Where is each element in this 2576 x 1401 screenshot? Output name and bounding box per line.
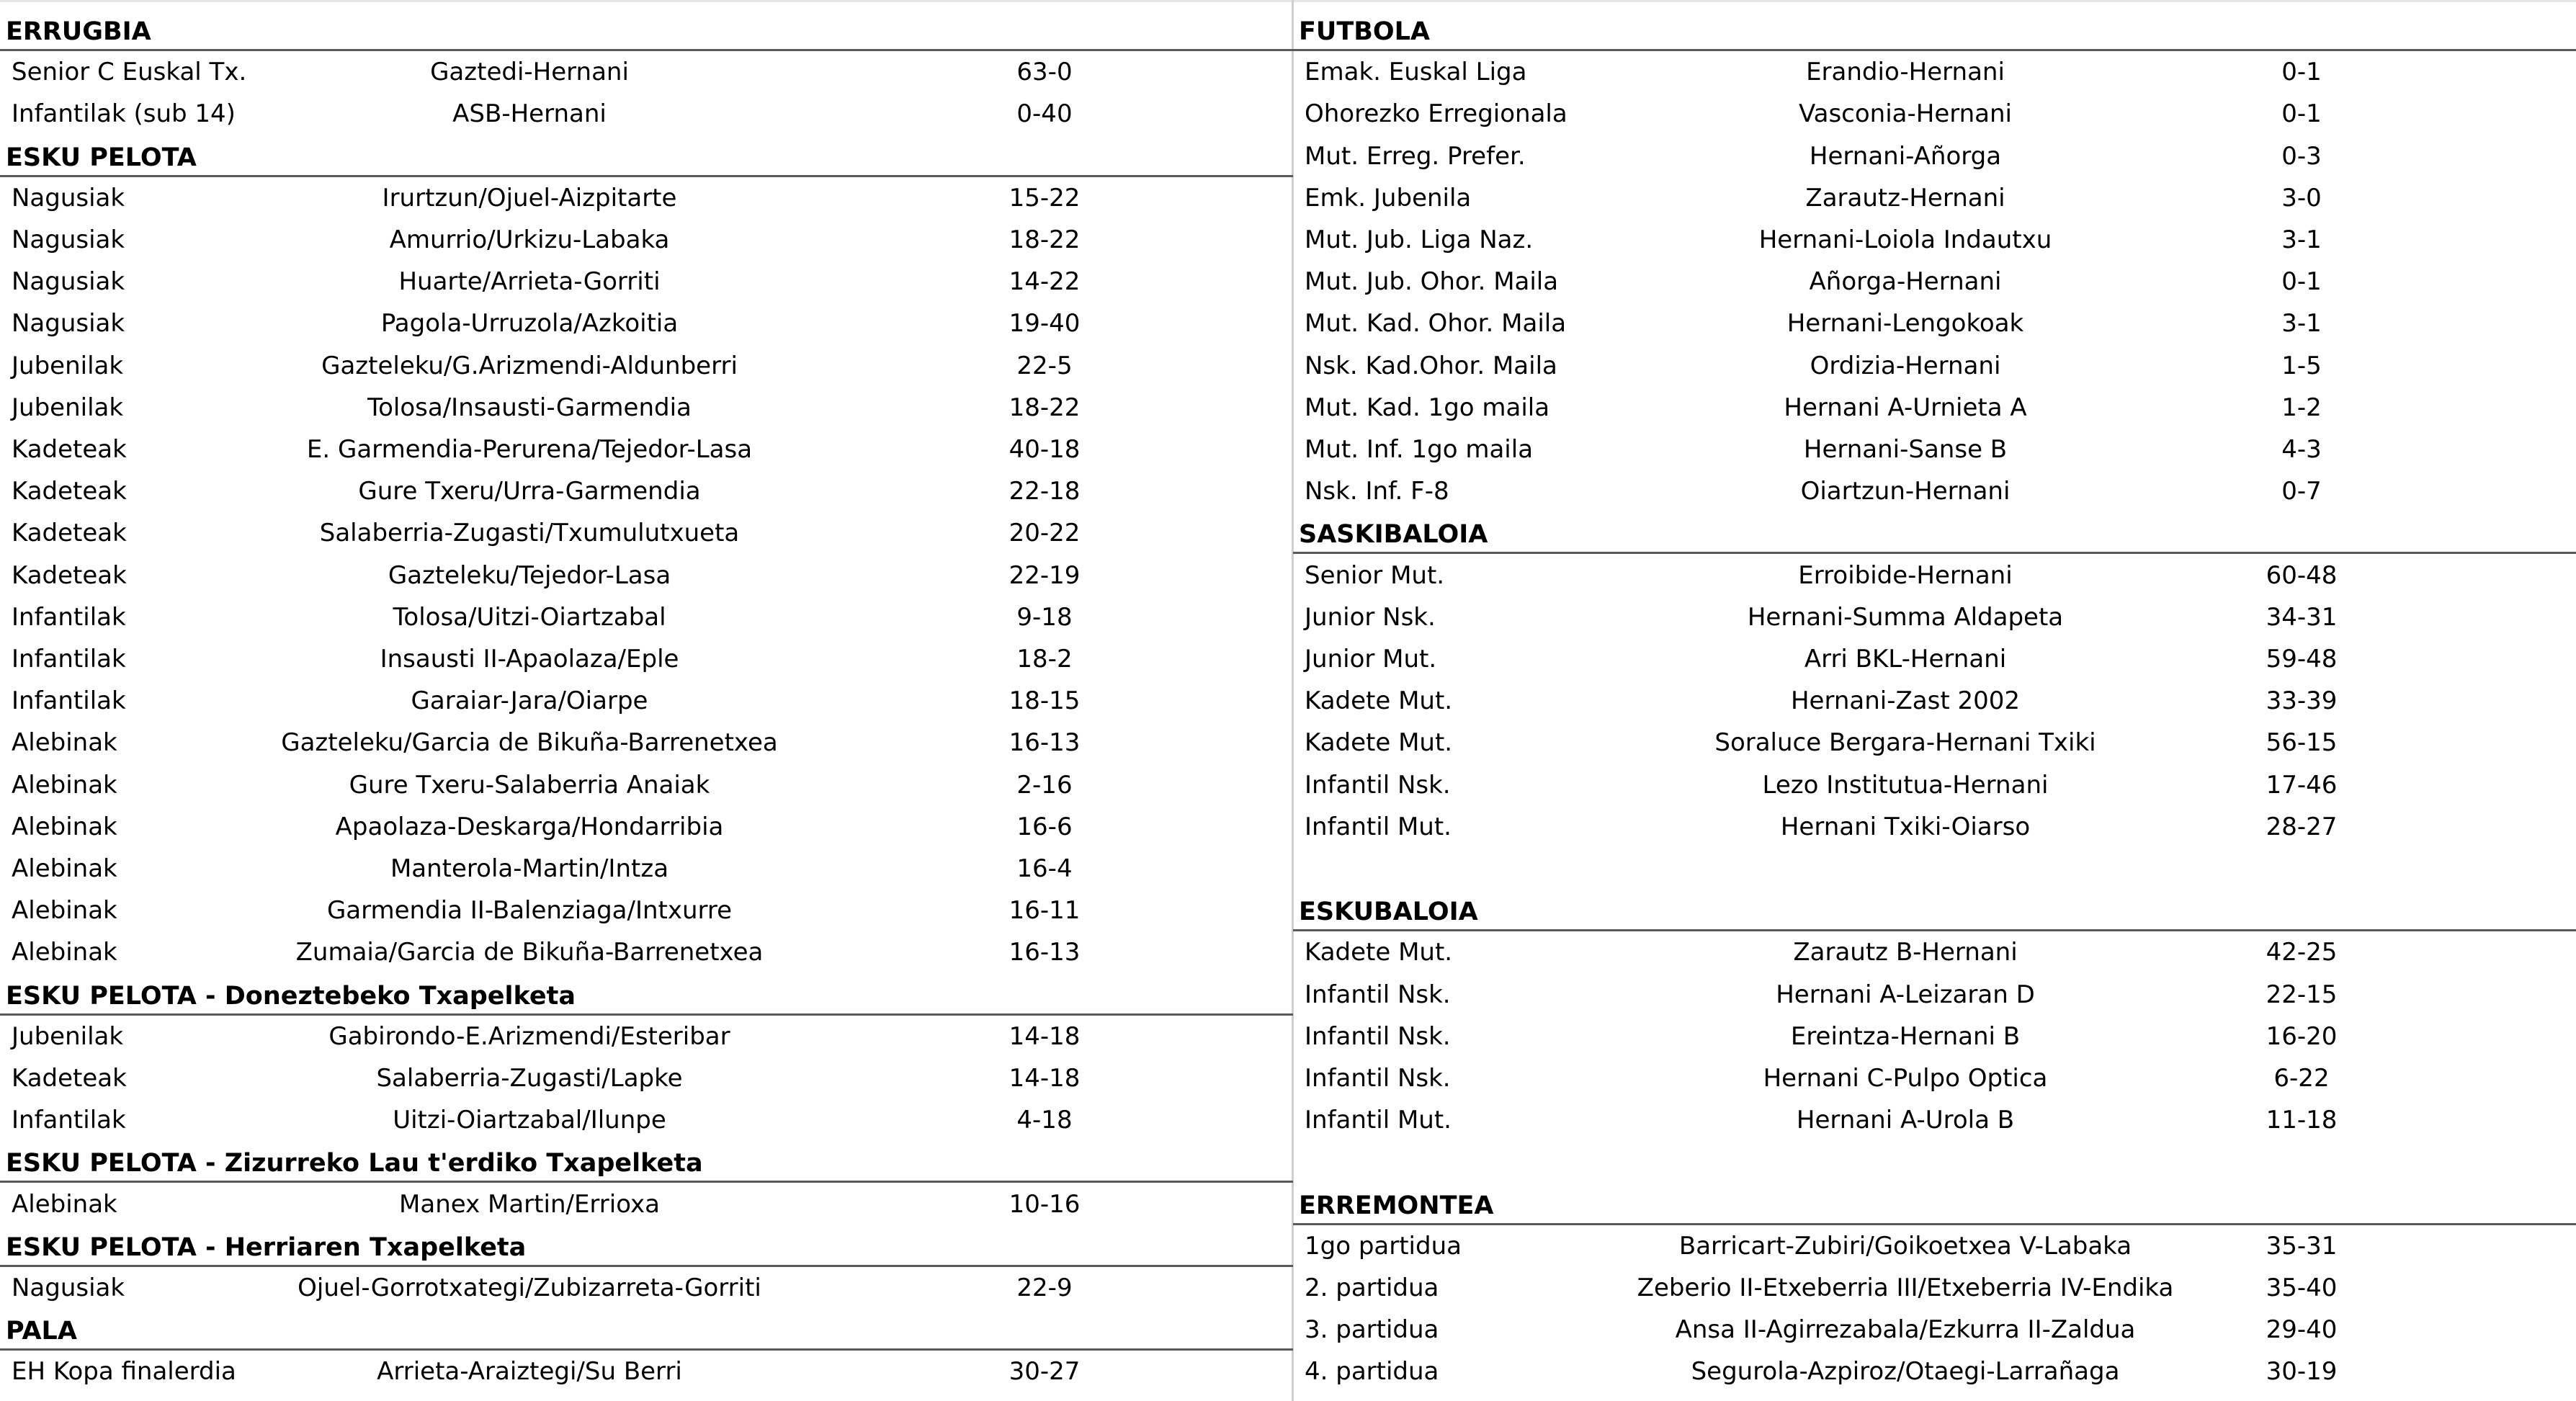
row-category: Jubenilak bbox=[12, 1021, 124, 1051]
row-match: Ordizia-Hernani bbox=[1810, 351, 2001, 380]
row-match: Gaztedi-Hernani bbox=[430, 58, 629, 87]
row-score: 22-19 bbox=[1009, 560, 1081, 590]
row-score: 22-15 bbox=[2266, 980, 2338, 1009]
row-category: Infantilak (sub 14) bbox=[12, 99, 236, 129]
section-title: ESKU PELOTA - Herriaren Txapelketa bbox=[6, 1232, 527, 1262]
row-score: 40-18 bbox=[1009, 435, 1081, 464]
section-header bbox=[0, 135, 1293, 177]
row-match: Ojuel-Gorrotxategi/Zubizarreta-Gorriti bbox=[298, 1274, 761, 1302]
row-category: Infantil Nsk. bbox=[1305, 1064, 1451, 1093]
row-score: 4-3 bbox=[2281, 435, 2322, 464]
row-score: 16-11 bbox=[1009, 896, 1081, 926]
result-row bbox=[1293, 219, 2576, 261]
row-score: 15-22 bbox=[1009, 183, 1081, 212]
result-row bbox=[0, 1099, 1293, 1141]
row-score: 56-15 bbox=[2266, 728, 2338, 758]
row-score: 3-0 bbox=[2281, 183, 2322, 212]
row-match: E. Garmendia-Perurena/Tejedor-Lasa bbox=[306, 435, 753, 464]
row-category: EH Kopa finalerdia bbox=[12, 1357, 236, 1387]
row-score: 18-22 bbox=[1009, 393, 1081, 422]
top-rule bbox=[0, 0, 2576, 2]
row-match: Uitzi-Oiartzabal/Ilunpe bbox=[393, 1106, 666, 1135]
result-row bbox=[0, 303, 1293, 344]
result-row bbox=[0, 555, 1293, 596]
row-match: Añorga-Hernani bbox=[1809, 267, 2002, 297]
row-match: Segurola-Azpiroz/Otaegi-Larrañaga bbox=[1691, 1357, 2120, 1387]
row-score: 0-1 bbox=[2281, 267, 2322, 297]
row-score: 14-18 bbox=[1009, 1064, 1081, 1093]
result-row bbox=[0, 806, 1293, 848]
row-match: Manterola-Martin/Intza bbox=[390, 854, 669, 883]
row-match: Hernani-Sanse B bbox=[1803, 435, 2008, 464]
row-category: 4. partidua bbox=[1305, 1357, 1439, 1387]
row-category: Kadete Mut. bbox=[1305, 938, 1453, 967]
result-row bbox=[0, 848, 1293, 890]
result-row bbox=[1293, 1225, 2576, 1267]
section-title: ESKU PELOTA bbox=[6, 143, 197, 172]
row-score: 30-19 bbox=[2266, 1357, 2338, 1387]
section-header bbox=[0, 1309, 1293, 1351]
row-match: Gure Txeru/Urra-Garmendia bbox=[358, 477, 701, 506]
row-category: Emak. Euskal Liga bbox=[1305, 58, 1527, 87]
result-row bbox=[0, 1267, 1293, 1309]
row-score: 35-31 bbox=[2266, 1231, 2338, 1261]
section-header bbox=[0, 1225, 1293, 1267]
result-row bbox=[0, 1016, 1293, 1057]
row-score: 34-31 bbox=[2266, 602, 2338, 632]
row-category: Alebinak bbox=[12, 938, 117, 967]
result-row bbox=[0, 429, 1293, 470]
row-score: 16-20 bbox=[2266, 1021, 2338, 1051]
row-score: 29-40 bbox=[2266, 1315, 2338, 1345]
section-title: ESKU PELOTA - Doneztebeko Txapelketa bbox=[6, 981, 576, 1011]
section-title: SASKIBALOIA bbox=[1299, 520, 1488, 550]
result-row bbox=[1293, 764, 2576, 806]
result-row bbox=[0, 680, 1293, 722]
row-category: Nagusiak bbox=[12, 225, 125, 254]
row-category: 2. partidua bbox=[1305, 1274, 1439, 1302]
row-match: Pagola-Urruzola/Azkoitia bbox=[380, 309, 679, 339]
row-score: 16-4 bbox=[1016, 854, 1073, 883]
row-category: Mut. Kad. 1go maila bbox=[1305, 393, 1550, 422]
row-category: Mut. Jub. Ohor. Maila bbox=[1305, 267, 1559, 297]
row-match: Vasconia-Hernani bbox=[1798, 99, 2012, 129]
row-match: Ereintza-Hernani B bbox=[1790, 1021, 2021, 1051]
result-row bbox=[0, 931, 1293, 973]
result-row bbox=[0, 51, 1293, 93]
result-row bbox=[1293, 1099, 2576, 1141]
result-row bbox=[1293, 470, 2576, 512]
row-category: Nsk. Kad.Ohor. Maila bbox=[1305, 351, 1557, 380]
row-match: Gazteleku/Garcia de Bikuña-Barrenetxea bbox=[281, 728, 778, 758]
result-row bbox=[1293, 429, 2576, 470]
row-match: Hernani C-Pulpo Optica bbox=[1763, 1064, 2048, 1093]
row-match: Hernani A-Leizaran D bbox=[1776, 980, 2035, 1009]
result-row bbox=[0, 638, 1293, 680]
row-category: Infantil Nsk. bbox=[1305, 980, 1451, 1009]
row-score: 3-1 bbox=[2281, 225, 2322, 254]
row-match: Irurtzun/Ojuel-Aizpitarte bbox=[382, 183, 677, 212]
row-category: 3. partidua bbox=[1305, 1315, 1439, 1345]
result-row bbox=[1293, 177, 2576, 219]
result-row bbox=[0, 93, 1293, 135]
row-match: Hernani A-Urnieta A bbox=[1784, 393, 2027, 422]
row-match: Ansa II-Agirrezabala/Ezkurra II-Zaldua bbox=[1675, 1315, 2136, 1345]
result-row bbox=[1293, 806, 2576, 848]
row-match: Hernani-Añorga bbox=[1809, 141, 2002, 171]
row-category: Kadeteak bbox=[12, 560, 127, 590]
row-match: Oiartzun-Hernani bbox=[1800, 477, 2011, 506]
row-category: Alebinak bbox=[12, 812, 117, 841]
row-score: 22-5 bbox=[1016, 351, 1073, 380]
result-row bbox=[1293, 722, 2576, 764]
section-header bbox=[1293, 1183, 2576, 1225]
row-category: Junior Nsk. bbox=[1305, 602, 1436, 632]
row-category: Infantilak bbox=[12, 645, 126, 673]
row-match: Huarte/Arrieta-Gorriti bbox=[398, 267, 661, 297]
row-score: 11-18 bbox=[2266, 1106, 2338, 1135]
result-row bbox=[0, 219, 1293, 261]
row-category: Infantil Nsk. bbox=[1305, 1021, 1451, 1051]
row-match: Erroibide-Hernani bbox=[1798, 560, 2013, 590]
result-row bbox=[0, 1183, 1293, 1225]
result-row bbox=[0, 596, 1293, 638]
row-score: 30-27 bbox=[1009, 1357, 1081, 1387]
row-score: 0-7 bbox=[2281, 477, 2322, 506]
row-score: 0-1 bbox=[2281, 99, 2322, 129]
row-score: 18-22 bbox=[1009, 225, 1081, 254]
row-match: Hernani-Zast 2002 bbox=[1790, 686, 2021, 716]
row-category: Infantilak bbox=[12, 1106, 126, 1135]
row-category: Kadeteak bbox=[12, 435, 127, 464]
row-category: Infantil Mut. bbox=[1305, 1106, 1452, 1135]
row-match: Zeberio II-Etxeberria III/Etxeberria IV-Endika bbox=[1637, 1274, 2174, 1302]
row-category: Nagusiak bbox=[12, 1274, 125, 1302]
row-category: Jubenilak bbox=[12, 393, 124, 422]
section-header bbox=[0, 974, 1293, 1016]
result-row bbox=[1293, 93, 2576, 135]
section-title: ESKU PELOTA - Zizurreko Lau t'erdiko Txapelketa bbox=[6, 1149, 703, 1178]
row-category: Mut. Inf. 1go maila bbox=[1305, 435, 1534, 464]
row-category: Kadete Mut. bbox=[1305, 686, 1453, 716]
row-score: 14-22 bbox=[1009, 267, 1081, 297]
row-score: 16-13 bbox=[1009, 728, 1081, 758]
row-match: ASB-Hernani bbox=[452, 99, 607, 129]
row-category: Nsk. Inf. F-8 bbox=[1305, 477, 1449, 506]
row-category: Infantilak bbox=[12, 602, 126, 632]
row-match: Salaberria-Zugasti/Lapke bbox=[376, 1064, 683, 1093]
row-score: 33-39 bbox=[2266, 686, 2338, 716]
result-row bbox=[0, 1351, 1293, 1392]
row-category: Jubenilak bbox=[12, 351, 124, 380]
row-score: 42-25 bbox=[2266, 938, 2338, 967]
row-score: 16-6 bbox=[1016, 812, 1073, 841]
row-match: Tolosa/Uitzi-Oiartzabal bbox=[393, 602, 666, 632]
result-row bbox=[1293, 1057, 2576, 1099]
result-row bbox=[1293, 931, 2576, 973]
row-category: Infantil Mut. bbox=[1305, 812, 1452, 841]
row-category: Nagusiak bbox=[12, 309, 125, 339]
row-match: Arri BKL-Hernani bbox=[1804, 645, 2007, 673]
section-header bbox=[1293, 512, 2576, 554]
result-row bbox=[1293, 638, 2576, 680]
row-match: Salaberria-Zugasti/Txumulutxueta bbox=[319, 519, 740, 548]
row-score: 18-2 bbox=[1016, 645, 1073, 673]
row-category: Senior Mut. bbox=[1305, 560, 1445, 590]
row-category: Alebinak bbox=[12, 896, 117, 926]
section-header bbox=[0, 1141, 1293, 1183]
result-row bbox=[1293, 1016, 2576, 1057]
row-category: Mut. Erreg. Prefer. bbox=[1305, 141, 1526, 171]
result-row bbox=[1293, 555, 2576, 596]
row-score: 3-1 bbox=[2281, 309, 2322, 339]
row-match: Gabirondo-E.Arizmendi/Esteribar bbox=[328, 1021, 730, 1051]
row-match: Zumaia/Garcia de Bikuña-Barrenetxea bbox=[295, 938, 764, 967]
row-match: Hernani-Summa Aldapeta bbox=[1747, 602, 2064, 632]
row-category: Infantilak bbox=[12, 686, 126, 716]
section-title: FUTBOLA bbox=[1299, 17, 1431, 46]
row-match: Soraluce Bergara-Hernani Txiki bbox=[1714, 728, 2096, 758]
row-score: 4-18 bbox=[1016, 1106, 1073, 1135]
result-row bbox=[0, 177, 1293, 219]
row-score: 1-2 bbox=[2281, 393, 2322, 422]
row-match: Arrieta-Araiztegi/Su Berri bbox=[377, 1357, 682, 1387]
row-score: 14-18 bbox=[1009, 1021, 1081, 1051]
row-category: Senior C Euskal Tx. bbox=[12, 58, 247, 87]
row-score: 20-22 bbox=[1009, 519, 1081, 548]
row-score: 35-40 bbox=[2266, 1274, 2338, 1302]
row-category: Kadeteak bbox=[12, 519, 127, 548]
row-category: Alebinak bbox=[12, 728, 117, 758]
row-match: Gure Txeru-Salaberria Anaiak bbox=[349, 770, 710, 800]
row-category: Mut. Jub. Liga Naz. bbox=[1305, 225, 1534, 254]
row-match: Gazteleku/G.Arizmendi-Aldunberri bbox=[321, 351, 738, 380]
section-title: ERRUGBIA bbox=[6, 17, 151, 46]
row-score: 18-15 bbox=[1009, 686, 1081, 716]
row-match: Garmendia II-Balenziaga/Intxurre bbox=[326, 896, 733, 926]
row-match: Amurrio/Urkizu-Labaka bbox=[389, 225, 670, 254]
row-match: Lezo Institutua-Hernani bbox=[1762, 770, 2049, 800]
result-row bbox=[0, 722, 1293, 764]
result-row bbox=[1293, 303, 2576, 344]
result-row bbox=[0, 764, 1293, 806]
section-header bbox=[1293, 9, 2576, 51]
row-score: 22-18 bbox=[1009, 477, 1081, 506]
row-score: 2-16 bbox=[1016, 770, 1073, 800]
result-row bbox=[1293, 51, 2576, 93]
row-score: 0-3 bbox=[2281, 141, 2322, 171]
row-match: Apaolaza-Deskarga/Hondarribia bbox=[335, 812, 724, 841]
row-match: Gazteleku/Tejedor-Lasa bbox=[388, 560, 671, 590]
section-header bbox=[1293, 890, 2576, 931]
result-row bbox=[1293, 596, 2576, 638]
row-category: Alebinak bbox=[12, 770, 117, 800]
row-match: Erandio-Hernani bbox=[1806, 58, 2005, 87]
result-row bbox=[0, 512, 1293, 554]
row-match: Garaiar-Jara/Oiarpe bbox=[411, 686, 648, 716]
result-row bbox=[1293, 974, 2576, 1016]
result-row bbox=[1293, 135, 2576, 177]
row-match: Hernani-Lengokoak bbox=[1786, 309, 2024, 339]
row-score: 0-40 bbox=[1016, 99, 1073, 129]
row-category: Kadeteak bbox=[12, 477, 127, 506]
row-score: 0-1 bbox=[2281, 58, 2322, 87]
row-match: Insausti II-Apaolaza/Eple bbox=[380, 645, 679, 673]
row-category: Alebinak bbox=[12, 1189, 117, 1219]
row-score: 10-16 bbox=[1009, 1189, 1081, 1219]
row-score: 22-9 bbox=[1016, 1274, 1073, 1302]
result-row bbox=[1293, 387, 2576, 429]
row-match: Hernani-Loiola Indautxu bbox=[1758, 225, 2052, 254]
row-score: 1-5 bbox=[2281, 351, 2322, 380]
row-category: Kadeteak bbox=[12, 1064, 127, 1093]
row-category: Emk. Jubenila bbox=[1305, 183, 1472, 212]
result-row bbox=[0, 345, 1293, 387]
section-title: ESKUBALOIA bbox=[1299, 898, 1478, 927]
result-row bbox=[1293, 1309, 2576, 1351]
row-score: 9-18 bbox=[1016, 602, 1073, 632]
row-score: 63-0 bbox=[1016, 58, 1073, 87]
result-row bbox=[1293, 1351, 2576, 1392]
row-score: 28-27 bbox=[2266, 812, 2338, 841]
section-header bbox=[0, 9, 1293, 51]
row-score: 6-22 bbox=[2273, 1064, 2330, 1093]
row-match: Barricart-Zubiri/Goikoetxea V-Labaka bbox=[1678, 1231, 2132, 1261]
row-score: 60-48 bbox=[2266, 560, 2338, 590]
row-match: Zarautz B-Hernani bbox=[1793, 938, 2018, 967]
row-score: 59-48 bbox=[2266, 645, 2338, 673]
row-category: Nagusiak bbox=[12, 267, 125, 297]
result-row bbox=[1293, 345, 2576, 387]
result-row bbox=[0, 1057, 1293, 1099]
row-category: Kadete Mut. bbox=[1305, 728, 1453, 758]
result-row bbox=[0, 470, 1293, 512]
section-title: ERREMONTEA bbox=[1299, 1191, 1494, 1220]
result-row bbox=[1293, 261, 2576, 303]
result-row bbox=[0, 890, 1293, 931]
row-match: Manex Martin/Errioxa bbox=[399, 1189, 660, 1219]
result-row bbox=[0, 387, 1293, 429]
result-row bbox=[1293, 1267, 2576, 1309]
row-category: Alebinak bbox=[12, 854, 117, 883]
row-score: 16-13 bbox=[1009, 938, 1081, 967]
result-row bbox=[1293, 680, 2576, 722]
row-category: Mut. Kad. Ohor. Maila bbox=[1305, 309, 1567, 339]
row-score: 19-40 bbox=[1009, 309, 1081, 339]
row-category: Ohorezko Erregionala bbox=[1305, 99, 1567, 129]
row-category: Nagusiak bbox=[12, 183, 125, 212]
row-match: Hernani A-Urola B bbox=[1796, 1106, 2015, 1135]
row-match: Zarautz-Hernani bbox=[1805, 183, 2005, 212]
row-score: 17-46 bbox=[2266, 770, 2338, 800]
row-match: Tolosa/Insausti-Garmendia bbox=[367, 393, 692, 422]
row-category: 1go partidua bbox=[1305, 1231, 1462, 1261]
row-category: Junior Mut. bbox=[1305, 645, 1437, 673]
result-row bbox=[0, 261, 1293, 303]
row-category: Infantil Nsk. bbox=[1305, 770, 1451, 800]
section-title: PALA bbox=[6, 1317, 77, 1346]
row-match: Hernani Txiki-Oiarso bbox=[1780, 812, 2031, 841]
